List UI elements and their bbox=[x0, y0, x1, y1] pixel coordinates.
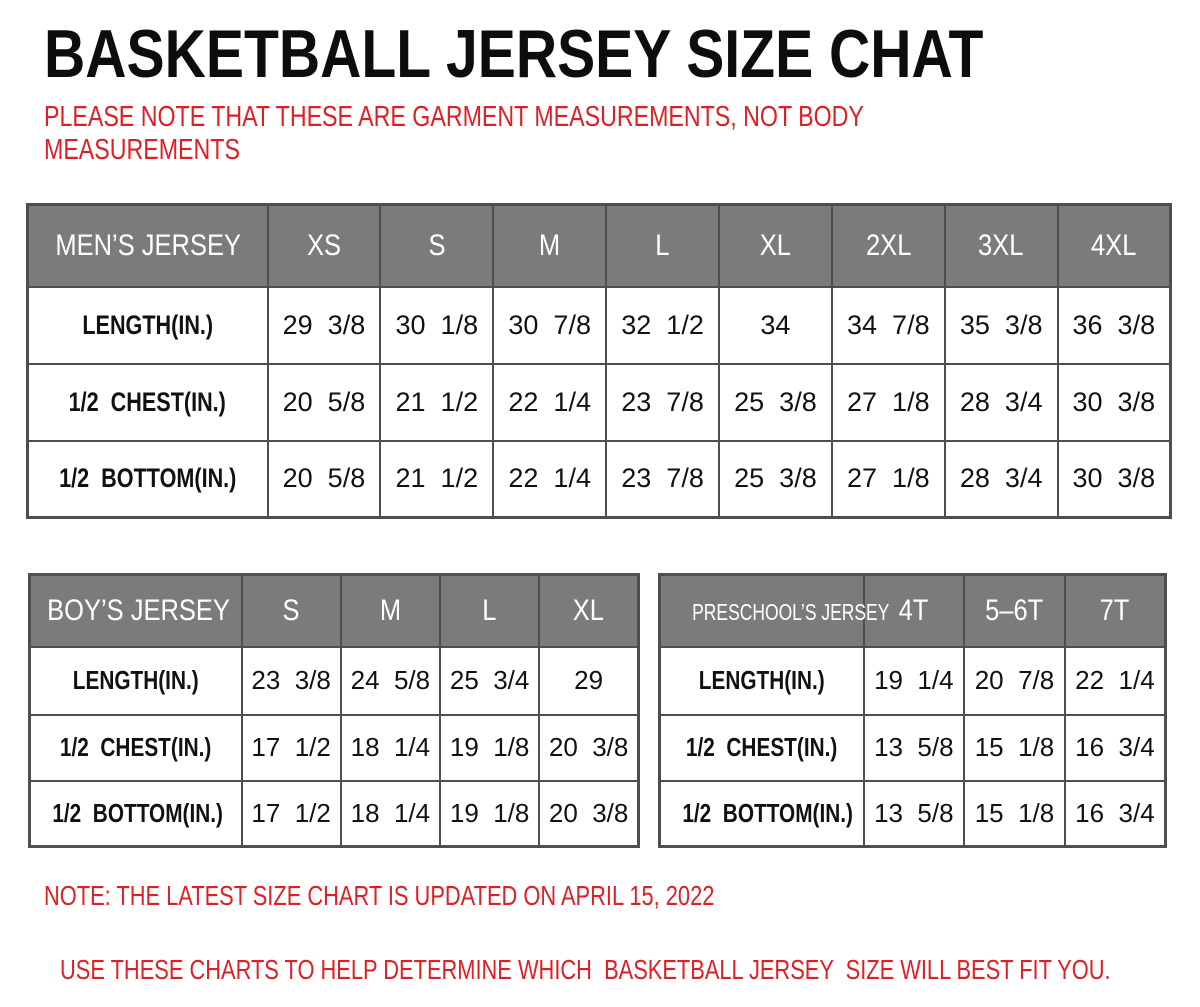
preschool-half-bottom-row bbox=[660, 781, 1166, 847]
mens-size-header-4xl: 4XL bbox=[1058, 205, 1171, 287]
preschool-header-row bbox=[660, 575, 1166, 647]
value-cell: 20 3/8 bbox=[539, 781, 638, 847]
value-cell: 30 3/8 bbox=[1058, 441, 1171, 518]
boys-table-title: BOY’S JERSEY bbox=[47, 593, 230, 627]
value-cell: 25 3/4 bbox=[440, 647, 539, 715]
value-cell: 30 7/8 bbox=[493, 287, 606, 364]
value-cell: 20 5/8 bbox=[268, 364, 381, 441]
value-cell: 13 5/8 bbox=[864, 715, 965, 781]
boys-half-chest-row bbox=[30, 715, 639, 781]
value-cell: 36 3/8 bbox=[1058, 287, 1171, 364]
value-cell: 20 3/8 bbox=[539, 715, 638, 781]
row-label-cell: LENGTH(IN.) bbox=[28, 287, 268, 364]
value-cell: 23 7/8 bbox=[606, 441, 719, 518]
preschool-size-header-4t: 4T bbox=[864, 575, 965, 647]
usage-note bbox=[44, 922, 1200, 986]
value-cell: 16 3/4 bbox=[1065, 781, 1166, 847]
boys-table-title-cell bbox=[30, 575, 242, 647]
mens-size-header-m: M bbox=[493, 205, 606, 287]
value-cell: 15 1/8 bbox=[964, 781, 1065, 847]
garment-measurements-note-text: PLEASE NOTE THAT THESE ARE GARMENT MEASUREMENTS, NOT BODY MEASUREMENTS bbox=[44, 101, 864, 166]
mens-header-row bbox=[28, 205, 1171, 287]
mens-size-header-s: S bbox=[380, 205, 493, 287]
preschool-half-chest-row bbox=[660, 715, 1166, 781]
mens-half-chest-row bbox=[28, 364, 1171, 441]
boys-length-row bbox=[30, 647, 639, 715]
value-cell: 28 3/4 bbox=[945, 441, 1058, 518]
preschool-length-row bbox=[660, 647, 1166, 715]
mens-jersey-table bbox=[26, 203, 1172, 519]
value-cell: 22 1/4 bbox=[493, 364, 606, 441]
value-cell: 21 1/2 bbox=[380, 441, 493, 518]
value-cell: 21 1/2 bbox=[380, 364, 493, 441]
value-cell: 24 5/8 bbox=[341, 647, 440, 715]
value-cell: 13 5/8 bbox=[864, 781, 965, 847]
value-cell: 27 1/8 bbox=[832, 441, 945, 518]
value-cell: 18 1/4 bbox=[341, 715, 440, 781]
value-cell: 22 1/4 bbox=[1065, 647, 1166, 715]
value-cell: 18 1/4 bbox=[341, 781, 440, 847]
preschool-size-header-7t: 7T bbox=[1065, 575, 1166, 647]
value-cell: 17 1/2 bbox=[242, 715, 341, 781]
value-cell: 29 bbox=[539, 647, 638, 715]
value-cell: 32 1/2 bbox=[606, 287, 719, 364]
value-cell: 30 3/8 bbox=[1058, 364, 1171, 441]
boys-size-header-l: L bbox=[440, 575, 539, 647]
row-label-cell: 1/2 BOTTOM(IN.) bbox=[30, 781, 242, 847]
value-cell: 15 1/8 bbox=[964, 715, 1065, 781]
value-cell: 34 bbox=[719, 287, 832, 364]
row-label-cell: 1/2 CHEST(IN.) bbox=[30, 715, 242, 781]
value-cell: 34 7/8 bbox=[832, 287, 945, 364]
mens-length-row bbox=[28, 287, 1171, 364]
preschool-size-header-5-6t: 5–6T bbox=[964, 575, 1065, 647]
value-cell: 17 1/2 bbox=[242, 781, 341, 847]
row-label-cell: LENGTH(IN.) bbox=[660, 647, 864, 715]
value-cell: 23 7/8 bbox=[606, 364, 719, 441]
row-label-cell: LENGTH(IN.) bbox=[30, 647, 242, 715]
mens-size-header-xl: XL bbox=[719, 205, 832, 287]
usage-note-text: USE THESE CHARTS TO HELP DETERMINE WHICH BASKETBALL JERSEY SIZE WILL BEST FIT YOU. bbox=[59, 954, 1111, 985]
value-cell: 22 1/4 bbox=[493, 441, 606, 518]
value-cell: 19 1/8 bbox=[440, 715, 539, 781]
value-cell: 30 1/8 bbox=[380, 287, 493, 364]
mens-size-header-xs: XS bbox=[268, 205, 381, 287]
row-label-cell: 1/2 BOTTOM(IN.) bbox=[28, 441, 268, 518]
value-cell: 29 3/8 bbox=[268, 287, 381, 364]
value-cell: 19 1/8 bbox=[440, 781, 539, 847]
boys-size-header-xl: XL bbox=[539, 575, 638, 647]
preschool-table-title: PRESCHOOL’S JERSEY bbox=[692, 598, 890, 625]
mens-size-header-2xl: 2XL bbox=[832, 205, 945, 287]
mens-size-header-3xl: 3XL bbox=[945, 205, 1058, 287]
row-label-cell: 1/2 CHEST(IN.) bbox=[28, 364, 268, 441]
value-cell: 19 1/4 bbox=[864, 647, 965, 715]
preschool-table-title-cell bbox=[660, 575, 890, 647]
value-cell: 20 7/8 bbox=[964, 647, 1065, 715]
mens-size-header-l: L bbox=[606, 205, 719, 287]
value-cell: 20 5/8 bbox=[268, 441, 381, 518]
boys-header-row bbox=[30, 575, 639, 647]
row-label-cell: 1/2 CHEST(IN.) bbox=[660, 715, 864, 781]
value-cell: 27 1/8 bbox=[832, 364, 945, 441]
row-label-cell: 1/2 BOTTOM(IN.) bbox=[660, 781, 864, 847]
boys-size-header-s: S bbox=[242, 575, 341, 647]
boys-jersey-table bbox=[28, 573, 640, 848]
page-title bbox=[44, 16, 1162, 92]
updated-date-note-text: NOTE: THE LATEST SIZE CHART IS UPDATED ON APRIL 15, 2022 bbox=[44, 880, 715, 911]
preschool-jersey-table bbox=[658, 573, 1167, 848]
value-cell: 25 3/8 bbox=[719, 441, 832, 518]
value-cell: 35 3/8 bbox=[945, 287, 1058, 364]
value-cell: 25 3/8 bbox=[719, 364, 832, 441]
boys-half-bottom-row bbox=[30, 781, 639, 847]
value-cell: 28 3/4 bbox=[945, 364, 1058, 441]
value-cell: 16 3/4 bbox=[1065, 715, 1166, 781]
mens-table-title-cell bbox=[28, 205, 268, 287]
value-cell: 23 3/8 bbox=[242, 647, 341, 715]
mens-half-bottom-row bbox=[28, 441, 1171, 518]
garment-measurements-note bbox=[44, 101, 1124, 167]
page-title-text: BASKETBALL JERSEY SIZE CHAT bbox=[44, 16, 984, 92]
updated-date-note bbox=[44, 880, 903, 912]
mens-table-title: MEN’S JERSEY bbox=[54, 228, 241, 262]
boys-size-header-m: M bbox=[341, 575, 440, 647]
